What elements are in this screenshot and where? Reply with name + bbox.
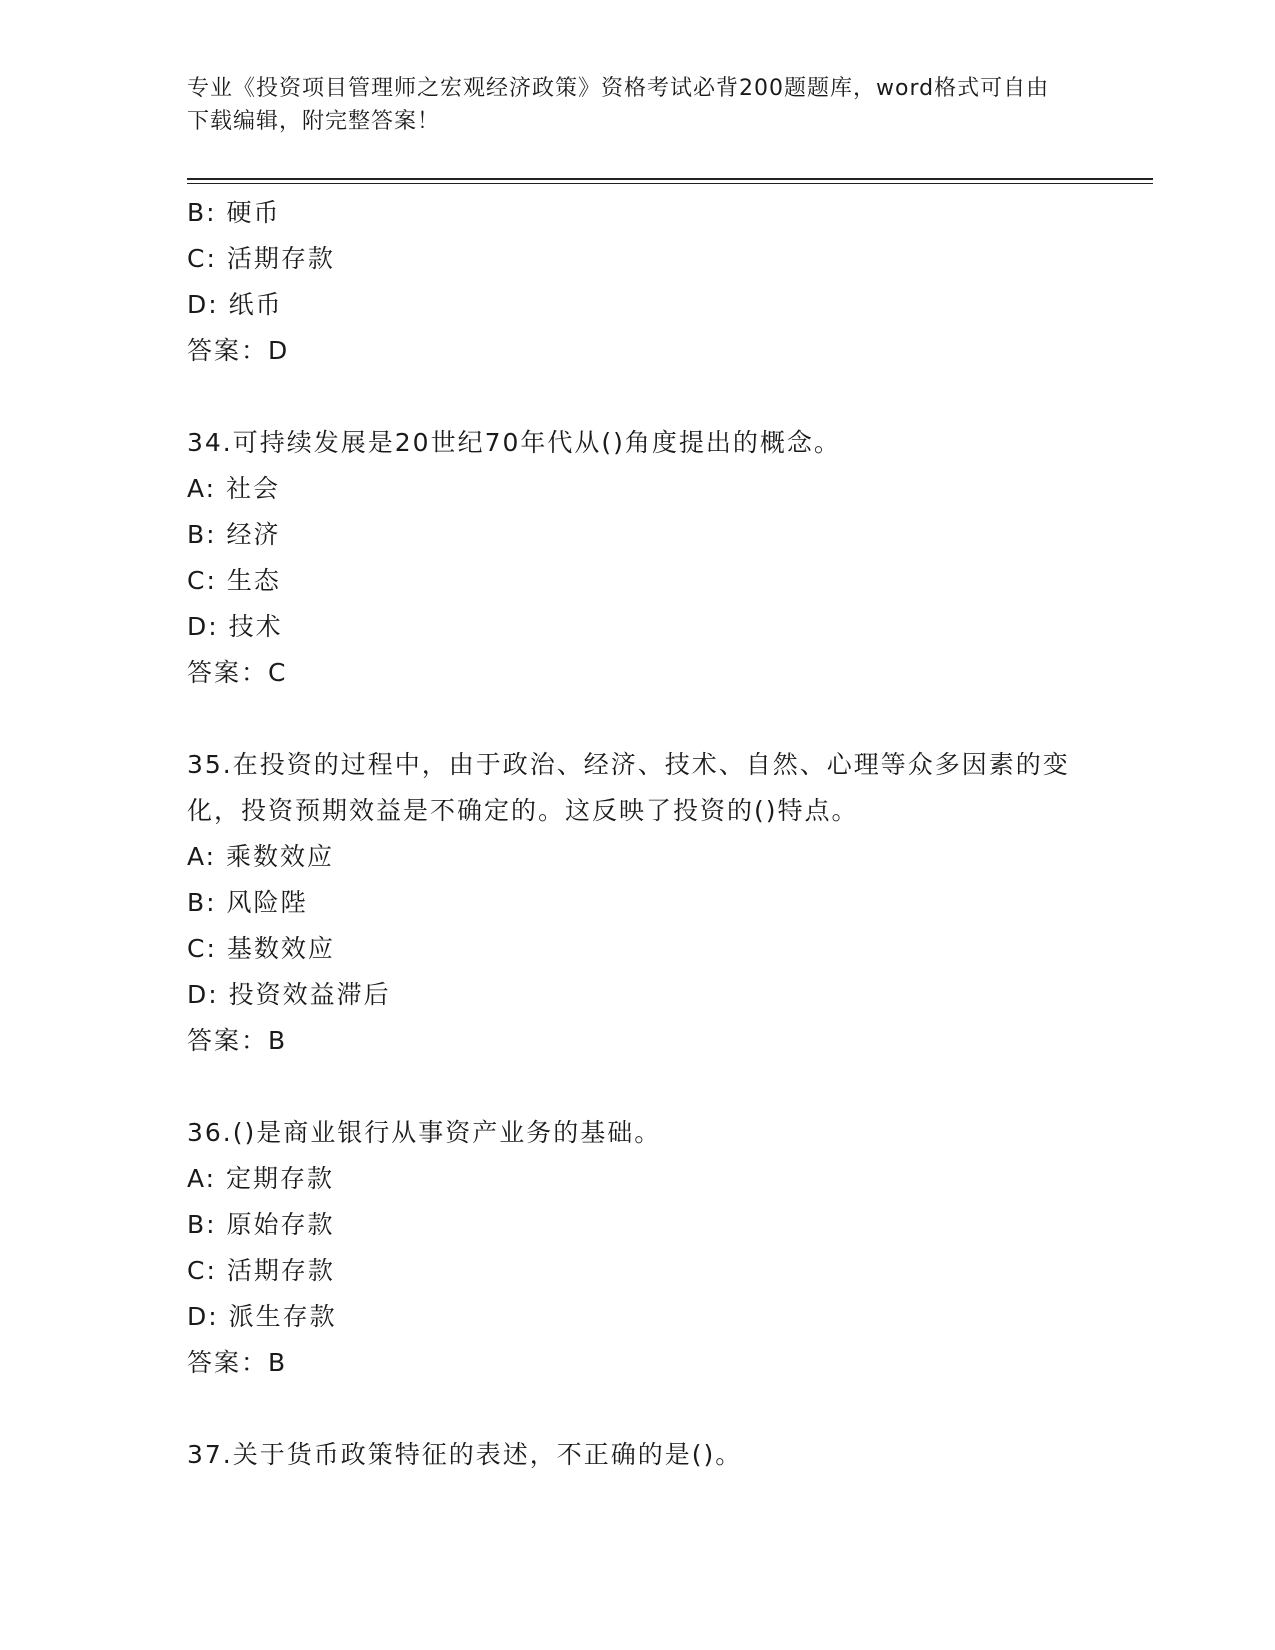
- option-c: C: 活期存款: [187, 1256, 335, 1285]
- question-text: 35.在投资的过程中，由于政治、经济、技术、自然、心理等众多因素的变化，投资预期效益是不确定的。这反映了投资的()特点。: [187, 750, 1070, 825]
- option-a: A: 定期存款: [187, 1164, 335, 1193]
- option-a: A: 社会: [187, 474, 281, 503]
- option-c: C: 活期存款: [187, 244, 335, 273]
- question-list: [187, 190, 1087, 1478]
- answer-line: 答案：D: [187, 336, 290, 365]
- question-block-34: [187, 420, 1087, 696]
- question-block-carryover: [187, 190, 1087, 374]
- answer-line: 答案：C: [187, 658, 288, 687]
- option-d: D: 投资效益滞后: [187, 980, 391, 1009]
- question-text: 37.关于货币政策特征的表述，不正确的是()。: [187, 1440, 743, 1469]
- document-title: 专业《投资项目管理师之宏观经济政策》资格考试必背200题题库，word格式可自由下载编辑，附完整答案！: [187, 76, 1050, 134]
- option-c: C: 生态: [187, 566, 281, 595]
- option-b: B: 风险陛: [187, 888, 308, 917]
- question-text: 34.可持续发展是20世纪70年代从()角度提出的概念。: [187, 428, 841, 457]
- option-d: D: 派生存款: [187, 1302, 337, 1331]
- option-c: C: 基数效应: [187, 934, 335, 963]
- question-block-35: [187, 742, 1087, 1064]
- option-d: D: 纸币: [187, 290, 283, 319]
- answer-line: 答案：B: [187, 1348, 288, 1377]
- question-block-36: [187, 1110, 1087, 1386]
- header-divider: [187, 178, 1153, 184]
- question-block-37: [187, 1432, 1087, 1478]
- option-b: B: 硬币: [187, 198, 281, 227]
- document-header: [187, 72, 1067, 138]
- option-b: B: 经济: [187, 520, 281, 549]
- option-b: B: 原始存款: [187, 1210, 335, 1239]
- question-text: 36.()是商业银行从事资产业务的基础。: [187, 1118, 662, 1147]
- option-a: A: 乘数效应: [187, 842, 335, 871]
- answer-line: 答案：B: [187, 1026, 288, 1055]
- option-d: D: 技术: [187, 612, 283, 641]
